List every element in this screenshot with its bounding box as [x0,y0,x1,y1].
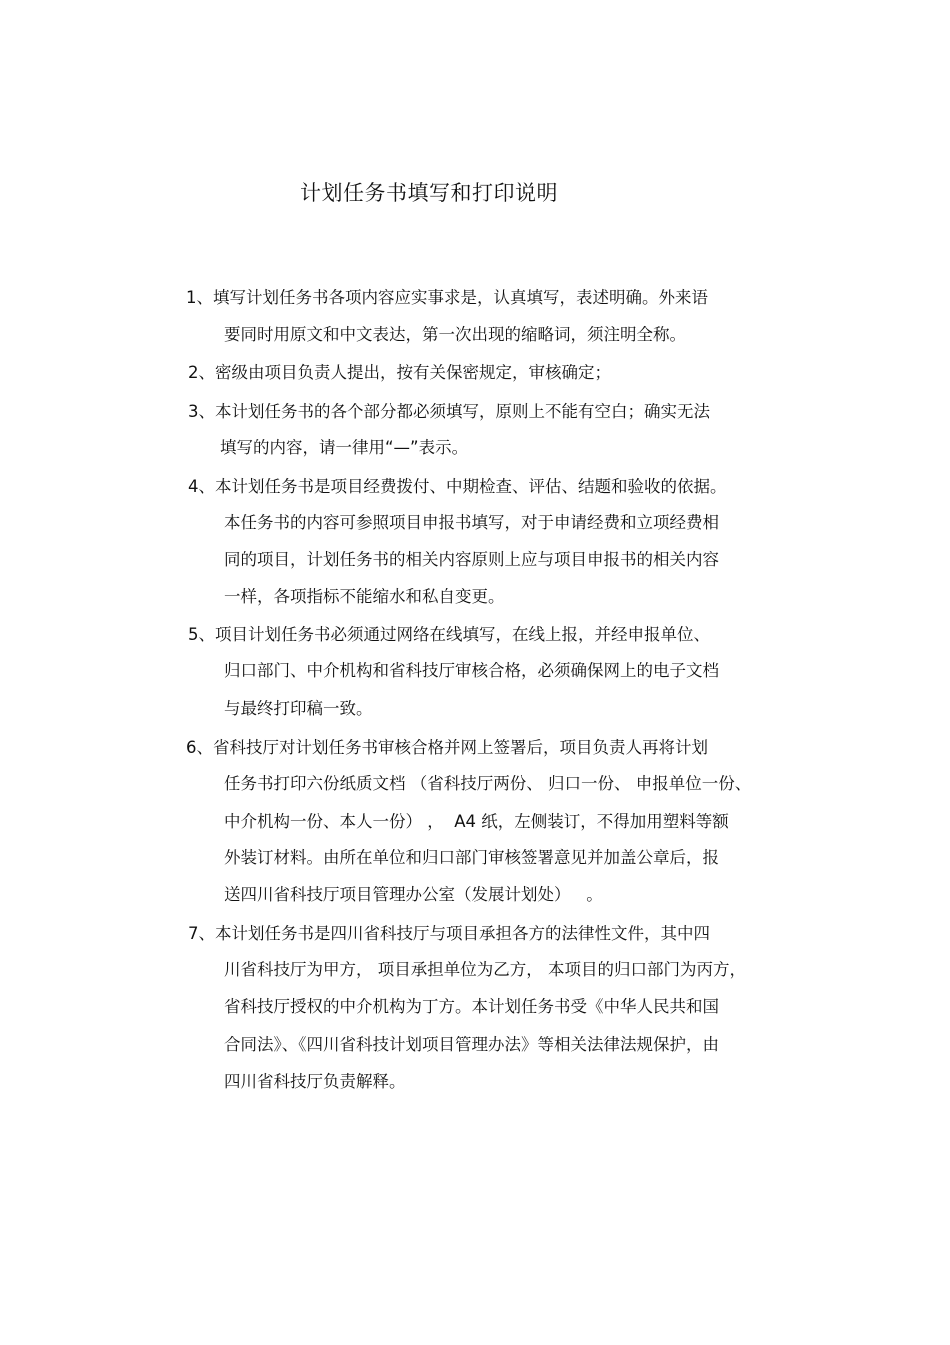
item-5-line-2: 归口部门、中介机构和省科技厅审核合格，必须确保网上的电子文档 [224,661,719,680]
item-1-line-1: 1、填写计划任务书各项内容应实事求是，认真填写，表述明确。外来语 [186,288,708,307]
item-6-line-4: 外装订材料。由所在单位和归口部门审核签署意见并加盖公章后，报 [224,848,719,867]
item-7-line-3: 省科技厅授权的中介机构为丁方。本计划任务书受《中华人民共和国 [224,997,719,1016]
item-3-line-1: 3、本计划任务书的各个部分都必须填写，原则上不能有空白；确实无法 [188,402,710,421]
item-3-line-2: 填写的内容，请一律用“—”表示。 [220,438,469,457]
item-5-line-3: 与最终打印稿一致。 [224,699,373,718]
page-title: 计划任务书填写和打印说明 [300,181,558,205]
item-4-line-3: 同的项目，计划任务书的相关内容原则上应与项目申报书的相关内容 [224,550,719,569]
item-7-line-2: 川省科技厅为甲方， 项目承担单位为乙方， 本项目的归口部门为丙方， [224,960,746,979]
item-6-line-3: 中介机构一份、本人一份） ， A4 纸，左侧装订，不得加用塑料等额 [224,812,729,831]
item-7-line-1: 7、本计划任务书是四川省科技厅与项目承担各方的法律性文件，其中四 [188,924,710,943]
item-7-line-5: 四川省科技厅负责解释。 [224,1072,406,1091]
item-6-line-5: 送四川省科技厅项目管理办公室（发展计划处） 。 [224,885,603,904]
item-4-line-2: 本任务书的内容可参照项目申报书填写，对于申请经费和立项经费相 [224,513,719,532]
item-6-line-2: 任务书打印六份纸质文档 （省科技厅两份、 归口一份、 申报单位一份、 [224,774,752,793]
item-1-line-2: 要同时用原文和中文表达，第一次出现的缩略词，须注明全称。 [224,325,686,344]
item-7-line-4: 合同法》、《四川省科技计划项目管理办法》等相关法律法规保护，由 [224,1035,719,1054]
item-6-line-1: 6、省科技厅对计划任务书审核合格并网上签署后，项目负责人再将计划 [186,738,708,757]
item-4-line-1: 4、本计划任务书是项目经费拨付、中期检查、评估、结题和验收的依据。 [188,477,727,496]
item-2-line-1: 2、密级由项目负责人提出，按有关保密规定，审核确定； [188,363,611,382]
item-4-line-4: 一样，各项指标不能缩水和私自变更。 [224,587,505,606]
item-5-line-1: 5、项目计划任务书必须通过网络在线填写，在线上报，并经申报单位、 [188,625,710,644]
